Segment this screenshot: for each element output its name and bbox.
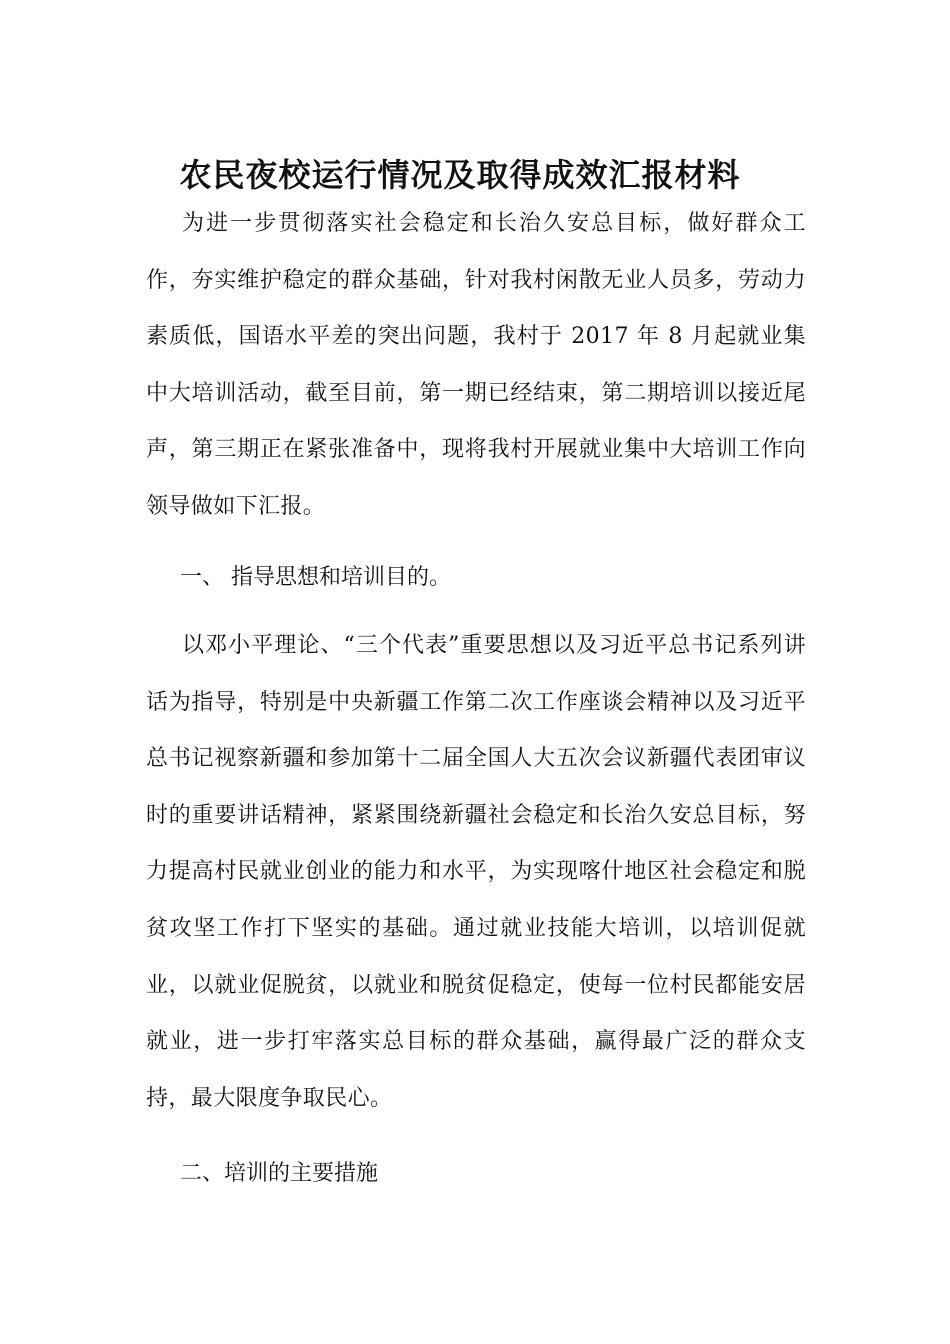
intro-paragraph: 为进一步贯彻落实社会稳定和长治久安总目标，做好群众工作，夯实维护稳定的群众基础，针对我村闲散无业人员多，劳动力素质低，国语水平差的突出问题，我村于 2017 年 8 月起就业集中大培训活动，截至目前，第一期已经结束，第二期培训以接近尾声，第三期正在紧张准备中，现将我村开展就业集中大培训工作向领导做如下汇报。 — [146, 211, 806, 519]
document-title: 农民夜校运行情况及取得成效汇报材料 — [179, 156, 741, 195]
section-1-paragraph: 以邓小平理论、“三个代表”重要思想以及习近平总书记系列讲话为指导，特别是中央新疆工作第二次工作座谈会精神以及习近平总书记视察新疆和参加第十二届全国人大五次会议新疆代表团审议时的重要讲话精神，紧紧围绕新疆社会稳定和长治久安总目标，努力提高村民就业创业的能力和水平，为实现喀什地区社会稳定和脱贫攻坚工作打下坚实的基础。通过就业技能大培训，以培训促就业，以就业促脱贫，以就业和脱贫促稳定，使每一位村民都能安居就业，进一步打牢落实总目标的群众基础，赢得最广泛的群众支持，最大限度争取民心。 — [146, 633, 806, 1111]
section-2-heading: 二、培训的主要措施 — [180, 1161, 379, 1186]
section-1-heading: 一、 指导思想和培训目的。 — [180, 565, 451, 590]
